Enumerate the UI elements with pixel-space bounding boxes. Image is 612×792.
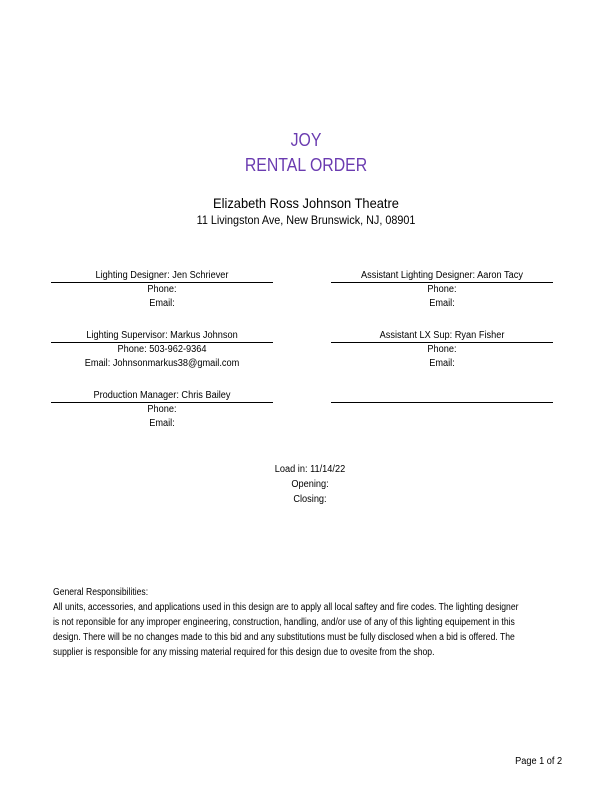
venue-address: 11 Livingston Ave, New Brunswick, NJ, 08901 [196, 213, 416, 227]
assistant-lighting-designer-name: Assistant Lighting Designer: Aaron Tacy [361, 270, 523, 281]
responsibilities-line: design. There will be no changes made to this bid and any substitutions must be fully disclosed when a bid is offered. The [53, 632, 515, 643]
empty-contact-line [331, 402, 553, 403]
responsibilities-heading: General Responsibilities: [53, 587, 149, 598]
production-manager-block [51, 389, 273, 431]
divider [331, 402, 553, 403]
closing-date: Closing: [293, 494, 327, 505]
assistant-lx-sup-name: Assistant LX Sup: Ryan Fisher [379, 330, 505, 341]
lighting-supervisor-phone: Phone: 503-962-9364 [117, 344, 207, 355]
assistant-lighting-designer-email: Email: [429, 298, 455, 309]
venue-name: Elizabeth Ross Johnson Theatre [213, 195, 399, 211]
responsibilities-line: is not reponsible for any improper engineering, construction, handling, and/or use of any of this lighting equipement in this [53, 617, 515, 628]
lighting-supervisor-block [51, 329, 273, 371]
production-manager-phone: Phone: [147, 404, 177, 415]
responsibilities-line: All units, accessories, and applications used in this design are to apply all local saftey and fire codes. The lighting designer [53, 602, 519, 613]
lighting-designer-name: Lighting Designer: Jen Schriever [95, 270, 229, 281]
lighting-supervisor-email: Email: Johnsonmarkus38@gmail.com [84, 358, 240, 369]
production-manager-name: Production Manager: Chris Bailey [93, 390, 231, 401]
document-type-title: RENTAL ORDER [244, 155, 368, 175]
responsibilities-line: supplier is responsible for any missing material required for this design due to ovesite from the shop. [53, 647, 435, 658]
page-number: Page 1 of 2 [514, 756, 562, 767]
lighting-designer-email: Email: [149, 298, 175, 309]
assistant-lx-sup-email: Email: [429, 358, 455, 369]
production-manager-email: Email: [149, 418, 175, 429]
assistant-lighting-designer-block [331, 269, 553, 311]
lighting-supervisor-name: Lighting Supervisor: Markus Johnson [86, 330, 238, 341]
opening-date: Opening: [291, 479, 329, 490]
lighting-designer-phone: Phone: [147, 284, 177, 295]
load-in-date: Load in: 11/14/22 [274, 464, 346, 475]
assistant-lighting-designer-phone: Phone: [427, 284, 457, 295]
assistant-lx-sup-block [331, 329, 553, 371]
schedule-block [150, 462, 470, 507]
assistant-lx-sup-phone: Phone: [427, 344, 457, 355]
show-title: JOY [290, 130, 322, 150]
lighting-designer-block [51, 269, 273, 311]
general-responsibilities [53, 585, 573, 660]
